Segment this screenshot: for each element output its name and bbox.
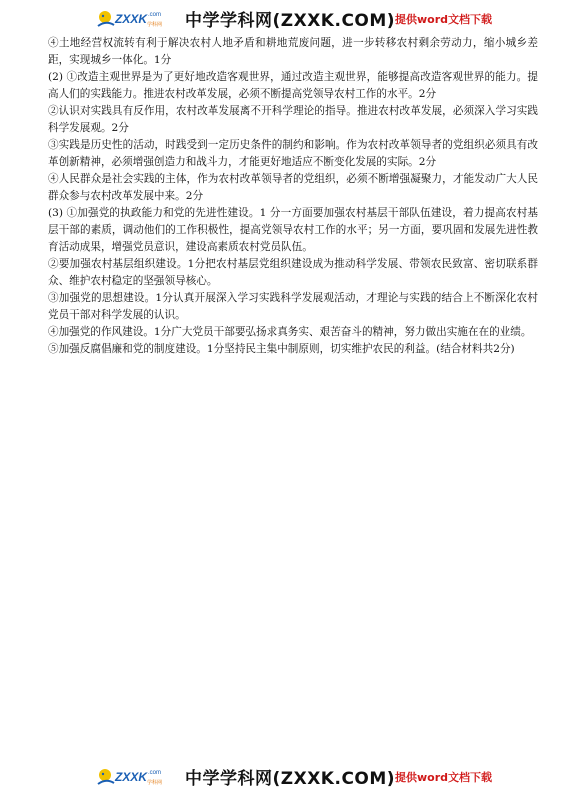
page-header [0, 2, 570, 34]
paragraph: ②认识对实践具有反作用，农村改革发展离不开科学理论的指导。推进农村改革发展，必须深入学习实践科学发展观。2分 [48, 105, 538, 134]
paragraph: (3) ①加强党的执政能力和党的先进性建设。1 分一方面要加强农村基层干部队伍建设，着力提高农村基层干部的素质，调动他们的工作积极性，提高党领导农村工作的水平；另一方面，要巩固和发展先进性教育活动成果，增强党员意识，建设高素质农村党员队伍。 [48, 207, 538, 253]
page-footer [0, 760, 570, 792]
svg-text:ZXXK: ZXXK [115, 12, 148, 26]
paragraph: ④人民群众是社会实践的主体，作为农村改革领导者的党组织，必须不断增强凝聚力，才能发动广大人民群众参与农村改革发展中来。2分 [48, 173, 538, 202]
svg-text:学科网: 学科网 [147, 780, 163, 786]
paragraph: ④加强党的作风建设。1分广大党员干部要弘扬求真务实、艰苦奋斗的精神，努力做出实施在在的业绩。 [48, 326, 532, 338]
download-link[interactable]: 提供word文档下载 [395, 771, 493, 784]
answer-body [48, 35, 538, 358]
svg-text:.com: .com [148, 12, 162, 18]
download-link[interactable]: 提供word文档下载 [395, 13, 493, 26]
paragraph: ④土地经营权流转有利于解决农村人地矛盾和耕地荒废问题，进一步转移农村剩余劳动力，缩小城乡差距，实现城乡一体化。1分 [48, 37, 538, 66]
zxxk-logo [96, 764, 168, 790]
paragraph: ③实践是历史性的活动，时践受到一定历史条件的制约和影响。作为农村改革领导者的党组织必须具有改革创新精神，必须增强创造力和战斗力，才能更好地适应不断变化发展的实际。2分 [48, 139, 538, 168]
paragraph: ②要加强农村基层组织建设。1分把农村基层党组织建设成为推动科学发展、带领农民致富、密切联系群众、维护农村稳定的坚强领导核心。 [48, 258, 538, 287]
svg-text:学科网: 学科网 [147, 22, 163, 28]
paragraph: ⑤加强反腐倡廉和党的制度建设。1分坚持民主集中制原则，切实维护农民的利益。(结合材料共2分) [48, 343, 515, 355]
svg-text:.com: .com [148, 770, 162, 776]
site-title: 中学学科网(ZXXK.COM) [185, 769, 396, 789]
site-title: 中学学科网(ZXXK.COM) [185, 11, 396, 31]
paragraph: (2) ①改造主观世界是为了更好地改造客观世界，通过改造主观世界，能够提高改造客观世界的能力。提高人们的实践能力。推进农村改革发展，必须不断提高党领导农村工作的水平。2分 [48, 71, 538, 100]
zxxk-logo [96, 6, 168, 32]
svg-text:ZXXK: ZXXK [115, 770, 148, 784]
paragraph: ③加强党的思想建设。1分认真开展深入学习实践科学发展观活动，才理论与实践的结合上不断深化农村党员干部对科学发展的认识。 [48, 292, 538, 321]
